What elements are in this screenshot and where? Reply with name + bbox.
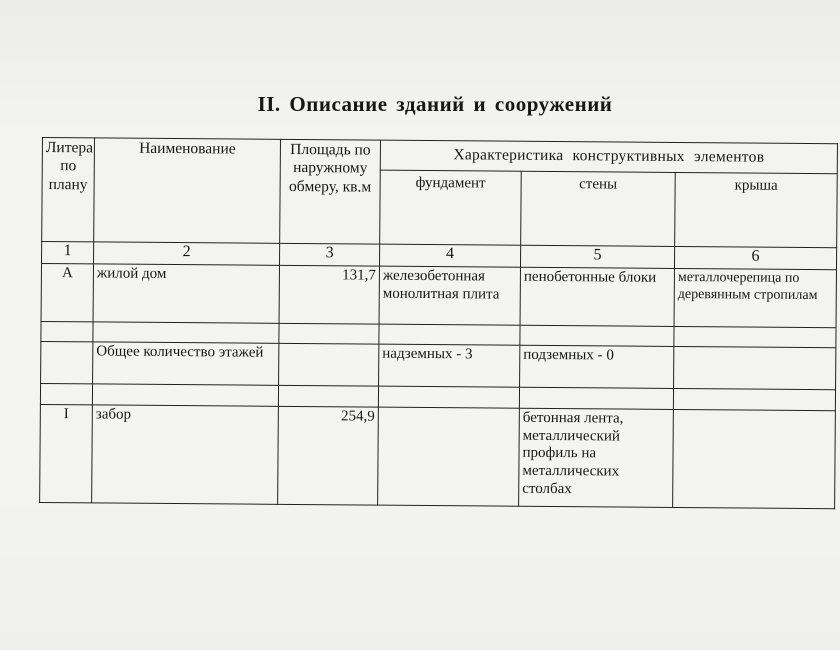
header-characteristics: Характеристика конструктивных элементов (380, 140, 837, 174)
cell-name: забор (92, 405, 279, 504)
cell-area (279, 343, 379, 386)
cell-foundation: железобетонная монолитная плита (379, 266, 520, 325)
header-walls: стены (521, 171, 676, 246)
header-area: Площадь по наружному обмеру, кв.м (280, 139, 381, 244)
cell-name (92, 384, 278, 406)
table-row (40, 404, 836, 508)
cell-walls: бетонная лента, металлический профиль на металлических столбах (519, 408, 674, 507)
column-number: 2 (94, 242, 280, 265)
cell-foundation (378, 386, 519, 408)
cell-roof (674, 346, 836, 389)
cell-roof (673, 388, 835, 410)
cell-area: 254,9 (278, 406, 379, 505)
cell-walls (519, 387, 673, 409)
cell-name: Общее количество этажей (93, 342, 279, 385)
cell-litera: I (40, 404, 93, 502)
buildings-table (39, 137, 838, 509)
header-name: Наименование (94, 138, 281, 243)
column-number: 1 (42, 242, 94, 264)
cell-name: жилой дом (93, 264, 279, 323)
header-row-1 (42, 138, 837, 174)
cell-litera: А (41, 264, 93, 322)
buildings-table-container (39, 137, 837, 509)
cell-foundation: надземных - 3 (379, 344, 520, 387)
cell-area (279, 323, 379, 344)
cell-roof (673, 409, 836, 508)
cell-name (93, 322, 279, 343)
table-row (41, 264, 836, 328)
cell-foundation (378, 407, 520, 506)
header-roof: крыша (675, 172, 838, 247)
header-foundation: фундамент (380, 170, 522, 245)
column-number: 4 (379, 244, 520, 267)
cell-litera (41, 321, 93, 341)
cell-walls (520, 325, 674, 346)
cell-walls: пенобетонные блоки (520, 267, 674, 326)
cell-roof (674, 326, 836, 347)
cell-litera (40, 383, 92, 404)
cell-area: 131,7 (279, 265, 379, 324)
section-title: II. Описание зданий и сооружений (257, 92, 613, 116)
cell-litera (41, 341, 93, 383)
cell-area (278, 385, 378, 407)
header-litera: Литера по плану (42, 138, 95, 242)
cell-foundation (379, 324, 520, 345)
cell-roof: металлочерепица по деревянным стропилам (674, 268, 836, 327)
table-row (41, 341, 836, 389)
column-number: 3 (279, 243, 379, 266)
cell-walls: подземных - 0 (520, 345, 674, 388)
column-number: 6 (674, 246, 836, 269)
column-number: 5 (520, 245, 674, 268)
